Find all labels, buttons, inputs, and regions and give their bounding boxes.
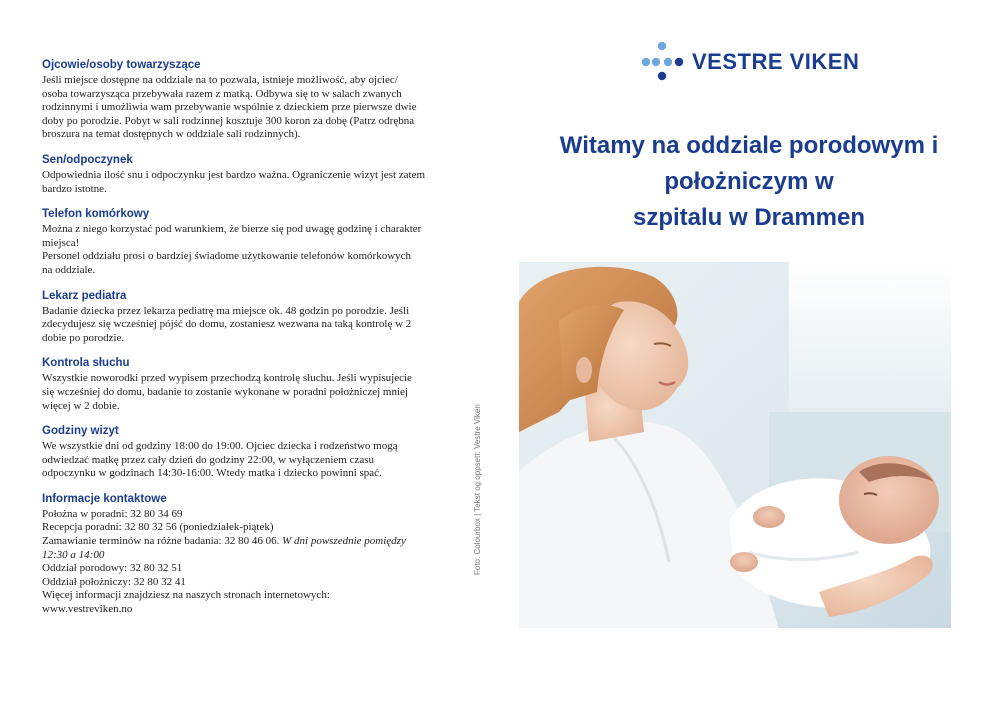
website-link[interactable]: www.vestreviken.no (42, 603, 133, 616)
contact-maternity-ward: Oddział położniczy: 32 80 32 41 (42, 575, 186, 588)
section-heading: Informacje kontaktowe (42, 492, 167, 505)
section-heading: Lekarz pediatra (42, 289, 127, 302)
section-text: Badanie dziecka przez lekarza pediatrę ma miejsce ok. 48 godzin po porodzie. Jeśli zdecydujesz się wcześniej pójść do domu, zostaniesz wezwana na taką kontrolę w 2 dobie po porodzie. (42, 304, 412, 344)
section-heading: Sen/odpoczynek (42, 153, 133, 166)
section-heading: Godziny wizyt (42, 425, 119, 438)
section-sleep (42, 153, 482, 196)
photo-credit: Foto: Colourbox | Tekst og oppsett: Vestre Viken (473, 404, 482, 575)
section-heading: Ojcowie/osoby towarzyszące (42, 59, 201, 71)
section-visiting-hours (42, 424, 482, 481)
info-column (42, 58, 482, 628)
section-heading: Telefon komórkowy (42, 208, 150, 221)
logo-mark-icon (640, 40, 684, 84)
section-text: Można z niego korzystać pod warunkiem, że bierze się pod uwagę godzinę i charakter miejsca! Personel oddziału prosi o bardziej świadome użytkowanie telefonów komórkowych na oddziale. (42, 223, 422, 276)
logo (640, 40, 859, 84)
contact-delivery-ward: Oddział porodowy: 32 80 32 51 (42, 562, 183, 575)
section-heading: Kontrola słuchu (42, 357, 130, 370)
contact-reception: Recepcja poradni: 32 80 32 56 (poniedziałek-piątek) (42, 521, 274, 534)
section-text: We wszystkie dni od godziny 18:00 do 19:00. Ojciec dziecka i rodzeństwo mogą odwiedzać matkę przez cały dzień do godziny 22:00, w wyłączeniem czasu odpoczynku w godzinach 14:30-16:00. Wtedy matka i dziecko powinni spać. (42, 440, 398, 480)
logo-text: VESTRE VIKEN (692, 49, 860, 74)
page-title: Witamy na oddziale porodowym i położniczym w szpitalu w Drammen (559, 132, 939, 231)
section-hearing-test (42, 356, 482, 413)
section-text: Jeśli miejsce dostępne na oddziale na to pozwala, istnieje możliwość, aby ojciec/ osoba towarzysząca przebywała razem z matką. Odbywa się to w salach zwanych rodzinnymi i umożliwia wam przebywanie wspólnie z dzieckiem prze pierwsze dwie doby po porodzie. Pobyt w sali rodzinnej kosztuje 300 koron za dobę (Patrz odrębna broszura na temat dostępnych w oddziale sali rodzinnych). (42, 74, 417, 141)
section-companions (42, 58, 482, 142)
section-text: Wszystkie noworodki przed wypisem przechodzą kontrolę słuchu. Jeśli wypisujecie się wcześniej do domu, badanie to zostanie wykonane w poradni położniczej mniej więcej w 2 dobie. (42, 372, 412, 412)
mother-and-newborn-photo (519, 262, 951, 628)
section-contact (42, 492, 482, 617)
contact-midwife: Położna w poradni: 32 80 34 69 (42, 507, 183, 520)
section-pediatrician (42, 289, 482, 346)
section-text: Odpowiednia ilość snu i odpoczynku jest bardzo ważna. Ograniczenie wizyt jest zatem bardzo istotne. (42, 168, 426, 195)
contact-appointments: Zamawianie terminów na różne badania: 32 80 46 06. (42, 535, 283, 548)
section-text: Położna w poradni: 32 80 34 69 Recepcja poradni: 32 80 32 56 (poniedziałek-piątek) Zamawianie terminów na różne badania: 32 80 46 06. W dni powszednie pomiędzy 12:30 a 14:00 Oddział porodowy: 32 80 32 51 Oddział położniczy: 32 80 32 41 Więcej informacji znajdziesz na naszych stronach internetowych: www.vestreviken.no (42, 507, 406, 616)
section-mobile-phone (42, 207, 482, 277)
